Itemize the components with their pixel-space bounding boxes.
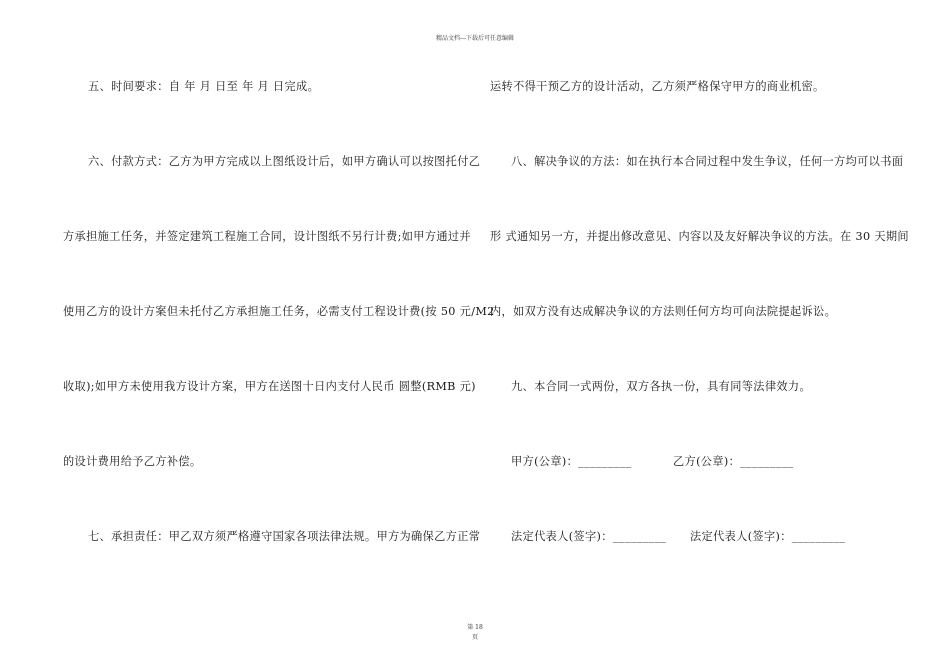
- clause-8-dispute-line-3: 内，如双方没有达成解决争议的方法则任何方均可向法院提起诉讼。: [490, 305, 837, 318]
- page-number: 第 18: [467, 624, 483, 631]
- clause-6-payment-line-4: 收取);如甲方未使用我方设计方案，甲方在送图十日内支付人民币 圆整(RMB 元): [63, 380, 476, 393]
- party-a-seal-field: 甲方(公章)：_________: [511, 455, 632, 468]
- party-a-representative-field: 法定代表人(签字)：_________: [511, 530, 667, 543]
- clause-5-time: 五、时间要求：自 年 月 日至 年 月 日完成。: [88, 80, 320, 93]
- clause-6-payment-line-2: 方承担施工任务，并签定建筑工程施工合同，设计图纸不另行计费;如甲方通过并: [63, 230, 471, 243]
- page-header: 精品文档---下载后可任意编辑: [435, 35, 515, 42]
- clause-8-dispute-line-2: 形 式通知另一方，并提出修改意见、内容以及友好解决争议的方法。在 30 天期间: [490, 230, 909, 243]
- clause-6-payment-line-3: 使用乙方的设计方案但未托付乙方承担施工任务，必需支付工程设计费(按 50 元/M2: [63, 305, 495, 318]
- clause-6-payment-line-5: 的设计费用给予乙方补偿。: [63, 455, 202, 468]
- party-b-seal-field: 乙方(公章)：_________: [673, 455, 794, 468]
- clause-6-payment-line-1: 六、付款方式：乙方为甲方完成以上图纸设计后，如甲方确认可以按图托付乙: [88, 155, 481, 168]
- clause-8-dispute-line-1: 八、解决争议的方法：如在执行本合同过程中发生争议，任何一方均可以书面: [511, 155, 904, 168]
- clause-7-responsibility-line-1: 七、承担责任：甲乙双方须严格遵守国家各项法律法规。甲方为确保乙方正常: [88, 530, 481, 543]
- page-number-suffix: 页: [471, 634, 478, 641]
- clause-9-copies: 九、本合同一式两份，双方各执一份，具有同等法律效力。: [511, 380, 811, 393]
- clause-7-responsibility-line-2: 运转不得干预乙方的设计活动，乙方须严格保守甲方的商业机密。: [490, 80, 825, 93]
- party-b-representative-field: 法定代表人(签字)：_________: [690, 530, 846, 543]
